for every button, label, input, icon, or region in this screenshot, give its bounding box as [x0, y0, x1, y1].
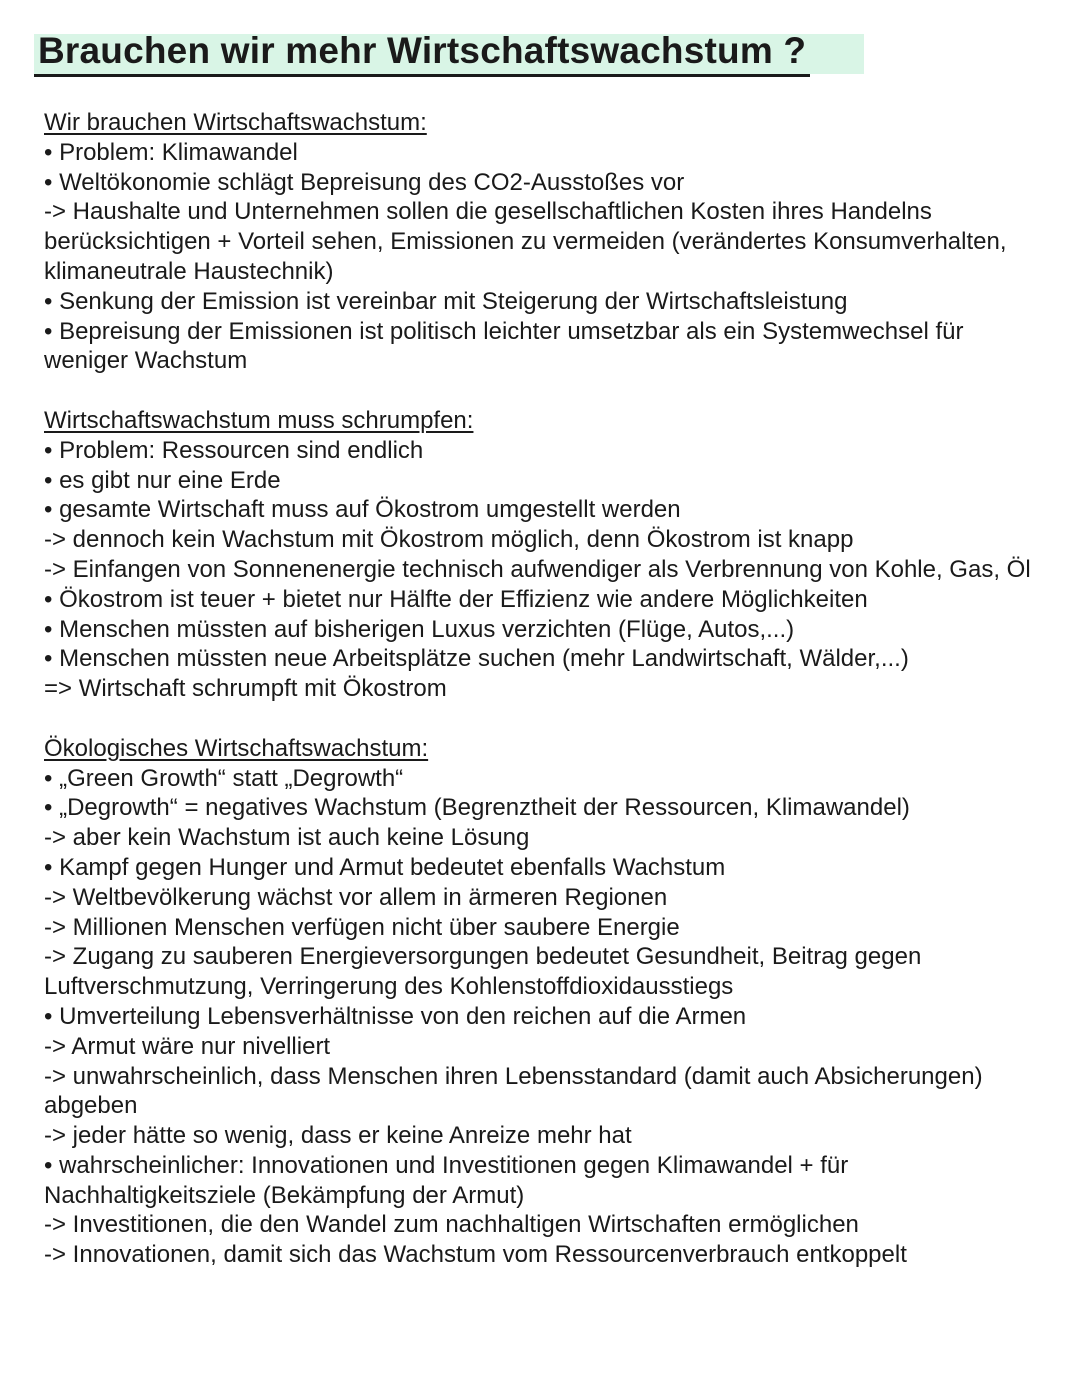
list-item: -> jeder hätte so wenig, dass er keine Anreize mehr hat [44, 1122, 632, 1150]
section-degrowth [44, 406, 1054, 704]
list-item: • Kampf gegen Hunger und Armut bedeutet ebenfalls Wachstum [44, 853, 726, 881]
list-item: • Senkung der Emission ist vereinbar mit Steigerung der Wirtschaftsleistung [44, 287, 848, 315]
list-item: • Weltökonomie schlägt Bepreisung des CO2-Ausstoßes vor [44, 168, 685, 196]
list-item: -> Einfangen von Sonnenenergie technisch aufwendiger als Verbrennung von Kohle, Gas, Öl [44, 555, 1031, 583]
list-item: -> Innovationen, damit sich das Wachstum vom Ressourcenverbrauch entkoppelt [44, 1241, 907, 1269]
list-item: • „Green Growth“ statt „Degrowth“ [44, 764, 404, 792]
section-heading: Wir brauchen Wirtschaftswachstum: [44, 109, 427, 136]
page-title: Brauchen wir mehr Wirtschaftswachstum ? [34, 28, 810, 77]
list-item: -> Haushalte und Unternehmen sollen die gesellschaftlichen Kosten ihres Handelns berücksichtigen + Vorteil sehen, Emissionen zu vermeiden (verändertes Konsumverhalten, klimaneutrale Haustechnik) [44, 198, 1007, 285]
list-item: • Bepreisung der Emissionen ist politisch leichter umsetzbar als ein Systemwechsel für weniger Wachstum [44, 317, 964, 375]
list-item: • „Degrowth“ = negatives Wachstum (Begrenztheit der Ressourcen, Klimawandel) [44, 794, 910, 822]
title-block [34, 28, 810, 77]
list-item: -> Investitionen, die den Wandel zum nachhaltigen Wirtschaften ermöglichen [44, 1211, 859, 1239]
list-item: -> Zugang zu sauberen Energieversorgungen bedeutet Gesundheit, Beitrag gegen Luftverschmutzung, Verringerung des Kohlenstoffdioxidausstiegs [44, 943, 922, 1001]
list-item: • es gibt nur eine Erde [44, 466, 281, 494]
list-item: • wahrscheinlicher: Innovationen und Investitionen gegen Klimawandel + für Nachhaltigkeitsziele (Bekämpfung der Armut) [44, 1151, 849, 1209]
list-item: • Problem: Klimawandel [44, 138, 298, 166]
list-item: • Umverteilung Lebensverhältnisse von den reichen auf die Armen [44, 1002, 747, 1030]
list-item: -> unwahrscheinlich, dass Menschen ihren Lebensstandard (damit auch Absicherungen) abgeben [44, 1062, 983, 1120]
list-item: -> dennoch kein Wachstum mit Ökostrom möglich, denn Ökostrom ist knapp [44, 526, 854, 554]
document-body [44, 108, 1054, 1270]
list-item: • Ökostrom ist teuer + bietet nur Hälfte der Effizienz wie andere Möglichkeiten [44, 585, 868, 613]
list-item: -> Millionen Menschen verfügen nicht über saubere Energie [44, 913, 680, 941]
list-item: • Menschen müssten auf bisherigen Luxus verzichten (Flüge, Autos,...) [44, 615, 795, 643]
section-pro-growth [44, 108, 1054, 376]
section-heading: Wirtschaftswachstum muss schrumpfen: [44, 406, 474, 434]
section-green-growth [44, 734, 1054, 1270]
list-item: • Problem: Ressourcen sind endlich [44, 436, 424, 464]
section-heading: Ökologisches Wirtschaftswachstum: [44, 734, 429, 762]
list-item: -> Armut wäre nur nivelliert [44, 1032, 331, 1060]
list-item: • Menschen müssten neue Arbeitsplätze suchen (mehr Landwirtschaft, Wälder,...) [44, 645, 909, 673]
list-item: -> aber kein Wachstum ist auch keine Lösung [44, 824, 530, 852]
list-item: • gesamte Wirtschaft muss auf Ökostrom umgestellt werden [44, 496, 681, 524]
list-item: => Wirtschaft schrumpft mit Ökostrom [44, 675, 447, 703]
list-item: -> Weltbevölkerung wächst vor allem in ärmeren Regionen [44, 883, 668, 911]
